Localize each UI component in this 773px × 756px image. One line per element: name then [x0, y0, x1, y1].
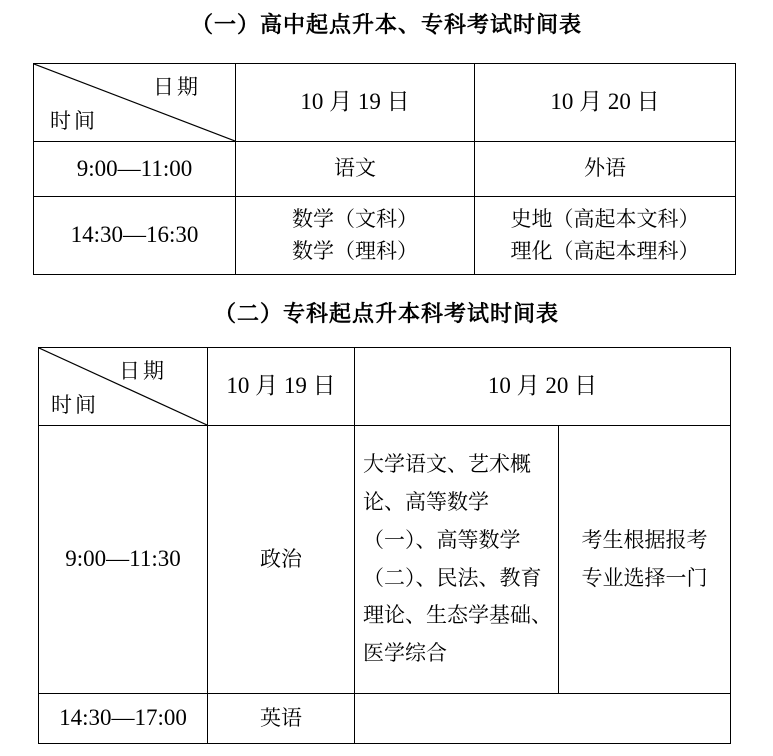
empty-cell [355, 694, 731, 744]
subject-line: 理化（高起本理科） [510, 238, 700, 263]
subject-line: 数学（文科） [292, 207, 418, 231]
time-slot: 14:30—16:30 [34, 197, 236, 275]
time-label: 时间 [50, 108, 98, 133]
section1-title: （一）高中起点升本、专科考试时间表 [190, 13, 582, 38]
subject-line: 史地（高起本文科） [510, 207, 700, 231]
header-diagonal-cell [39, 348, 208, 426]
subject-cell: 政治 [208, 426, 355, 694]
subject-line: 外语 [584, 156, 626, 181]
header-day1: 10 月 19 日 [208, 348, 355, 426]
time-label: 时间 [51, 392, 99, 417]
subject-cell [236, 142, 475, 197]
subject-cell [475, 142, 736, 197]
date-label: 日期 [119, 359, 167, 383]
note-cell [559, 426, 731, 694]
header-day2: 10 月 20 日 [475, 64, 736, 142]
subject-cell: 英语 [208, 694, 355, 744]
subject-line: 语文 [334, 156, 376, 181]
selection-note: 考生根据报考专业选择一门 [581, 527, 708, 590]
subject-list-cell: 大学语文、艺术概论、高等数学（一）、高等数学（二）、民法、教育理论、生态学基础、医学综合 [355, 426, 559, 694]
subject-cell [475, 197, 736, 275]
time-slot: 9:00—11:00 [34, 142, 236, 197]
schedule-table-gaoqi [33, 63, 736, 275]
date-label: 日期 [153, 75, 201, 99]
schedule-table-zhuanshengben [38, 347, 731, 744]
subject-line: 数学（理科） [292, 238, 418, 263]
subject-cell [236, 197, 475, 275]
header-diagonal-cell [34, 64, 236, 142]
section2-title: （二）专科起点升本科考试时间表 [213, 302, 559, 327]
time-slot: 14:30—17:00 [39, 694, 208, 744]
header-day2: 10 月 20 日 [355, 348, 731, 426]
time-slot: 9:00—11:30 [39, 426, 208, 694]
header-day1: 10 月 19 日 [236, 64, 475, 142]
